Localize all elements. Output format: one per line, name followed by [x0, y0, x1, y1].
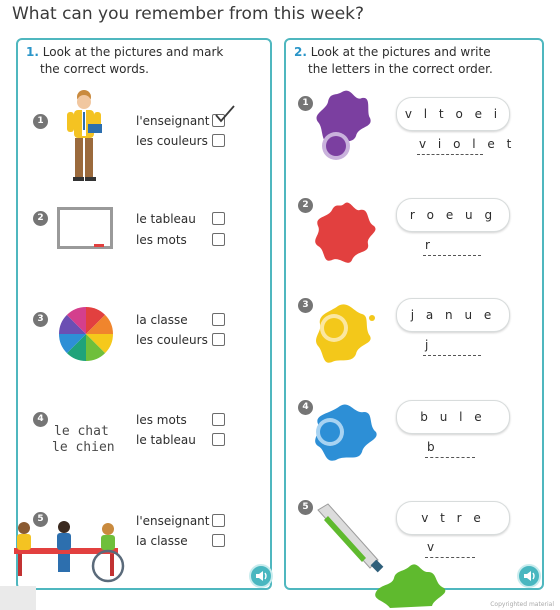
- answer-text: j: [425, 338, 433, 352]
- teacher-picture: [58, 88, 110, 188]
- answer-text: v i o l e t: [419, 137, 516, 151]
- exercise-1-instruction-line2: the correct words.: [40, 62, 149, 76]
- option-label: la classe: [136, 313, 188, 327]
- red-paint-splat: [310, 198, 378, 270]
- classroom-picture: [4, 518, 132, 584]
- answer-text: v: [427, 540, 439, 554]
- blue-paint-splat: [310, 400, 380, 466]
- option-label: l'enseignant: [136, 114, 210, 128]
- option-label: les mots: [136, 233, 187, 247]
- item-badge: 4: [298, 400, 313, 415]
- copyright-notice: Copyrighted material: [490, 601, 554, 608]
- answer-line[interactable]: [425, 457, 475, 458]
- option-label: la classe: [136, 534, 188, 548]
- item-badge: 2: [298, 198, 313, 213]
- option-label: le tableau: [136, 212, 196, 226]
- option-label: les couleurs: [136, 134, 208, 148]
- option-label: les couleurs: [136, 333, 208, 347]
- checkbox[interactable]: [212, 313, 225, 326]
- answer-line[interactable]: [425, 557, 475, 558]
- scrambled-word: r o e u g: [396, 198, 510, 232]
- exercise-1-panel: [16, 38, 272, 590]
- speaker-icon: [519, 566, 539, 586]
- picture-word: le chat: [54, 424, 109, 439]
- exercise-2-number: 2.: [294, 45, 307, 59]
- answer-line[interactable]: [417, 154, 483, 155]
- option-label: l'enseignant: [136, 514, 210, 528]
- checkbox[interactable]: [212, 413, 225, 426]
- exercise-2-panel: [284, 38, 544, 590]
- checkbox[interactable]: [212, 333, 225, 346]
- answer-line[interactable]: [423, 355, 481, 356]
- speaker-icon: [251, 566, 271, 586]
- checkbox[interactable]: [212, 233, 225, 246]
- checkbox[interactable]: [212, 433, 225, 446]
- item-badge: 3: [33, 312, 48, 327]
- colour-wheel-picture: [58, 306, 114, 362]
- audio-button[interactable]: [517, 564, 541, 588]
- purple-paint-splat: [312, 84, 374, 164]
- exercise-1-number: 1.: [26, 45, 39, 59]
- item-badge: 1: [298, 96, 313, 111]
- item-badge: 5: [298, 500, 313, 515]
- option-label: le tableau: [136, 433, 196, 447]
- whiteboard-picture: [56, 206, 116, 252]
- tick-icon: [214, 104, 236, 124]
- exercise-2-instruction: [294, 44, 493, 78]
- checkbox[interactable]: [212, 212, 225, 225]
- item-badge: 3: [298, 298, 313, 313]
- item-badge: 2: [33, 211, 48, 226]
- exercise-2-instruction-line2: the letters in the correct order.: [308, 62, 493, 76]
- item-badge: 4: [33, 412, 48, 427]
- answer-text: r: [425, 238, 434, 252]
- yellow-paint-splat: [310, 296, 380, 370]
- scrambled-word: j a n u e: [396, 298, 510, 332]
- exercise-2-instruction-line1: Look at the pictures and write: [310, 45, 491, 59]
- item-badge: 1: [33, 114, 48, 129]
- scrambled-word: b u l e: [396, 400, 510, 434]
- page-title: What can you remember from this week?: [12, 4, 365, 24]
- audio-button[interactable]: [249, 564, 273, 588]
- checkbox[interactable]: [212, 534, 225, 547]
- exercise-1-instruction-line1: Look at the pictures and mark: [42, 45, 224, 59]
- scrambled-word: v l t o e i: [396, 97, 510, 131]
- option-label: les mots: [136, 413, 187, 427]
- answer-text: b: [427, 440, 439, 454]
- exercise-1-instruction: [26, 44, 223, 78]
- checkbox[interactable]: [212, 134, 225, 147]
- corner-shape: [0, 586, 36, 610]
- item-badge: 5: [33, 512, 48, 527]
- green-paint-splash: [370, 560, 450, 610]
- answer-line[interactable]: [423, 255, 481, 256]
- scrambled-word: v t r e: [396, 501, 510, 535]
- checkbox[interactable]: [212, 514, 225, 527]
- picture-word: le chien: [52, 440, 115, 455]
